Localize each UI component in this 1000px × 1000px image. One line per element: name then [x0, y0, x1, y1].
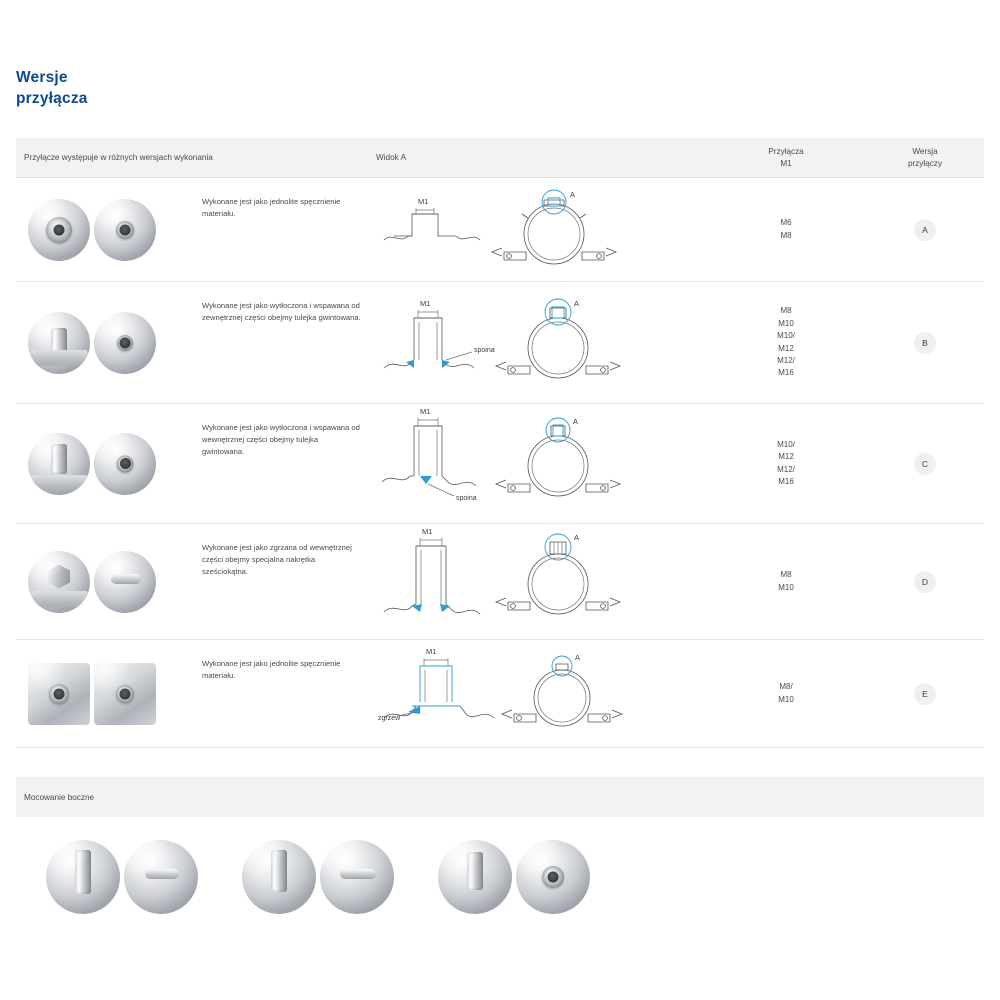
connections-cell — [706, 178, 866, 281]
product-photo — [94, 433, 156, 495]
version-cell — [866, 178, 984, 281]
page-title-line2: przyłącza — [16, 89, 88, 107]
drawing-svg — [376, 282, 706, 404]
connection-value: M10 — [778, 318, 794, 328]
dimension-m1: M1 — [420, 299, 431, 308]
connection-value: M10 — [778, 582, 794, 592]
dimension-m1: M1 — [420, 407, 431, 416]
connections-cell — [706, 404, 866, 523]
connection-value: M16 — [778, 476, 794, 486]
column-header-connections-line1: Przyłącza — [768, 147, 804, 157]
row-description: Wykonane jest jako zgrzana od wewnętrznej części obejmy specjalna nakrętka sześciokątna. — [202, 543, 352, 576]
connections-cell — [706, 282, 866, 403]
product-photo — [320, 840, 394, 914]
column-header-view-a: Widok A — [376, 153, 407, 162]
connection-value: M10 — [778, 694, 794, 704]
column-header-description: Przyłącze występuje w różnych wersjach wykonania — [24, 153, 213, 162]
product-photo — [46, 840, 120, 914]
version-badge: D — [914, 571, 936, 593]
connections-cell — [706, 640, 866, 747]
connection-value: M8 — [780, 306, 792, 316]
page-title — [16, 68, 88, 110]
product-photo — [28, 663, 90, 725]
product-photos-b — [16, 282, 196, 403]
connection-value: M12 — [778, 343, 794, 353]
table-header-row — [16, 138, 984, 178]
technical-drawing-c — [376, 404, 706, 523]
connection-value: M16 — [778, 368, 794, 378]
section-header-label: Mocowanie boczne — [24, 792, 95, 802]
weld-label: spoina — [474, 347, 495, 354]
connections-cell — [706, 524, 866, 639]
drawing-svg — [376, 178, 706, 282]
view-a-label: A — [575, 653, 581, 662]
connection-value: M12/ — [777, 355, 795, 365]
photo-pair — [242, 840, 394, 914]
weld-label: spoina — [456, 495, 477, 502]
version-badge: A — [914, 219, 936, 241]
weld-label: zgrzew — [378, 715, 401, 722]
product-photo — [516, 840, 590, 914]
product-photos-a — [16, 178, 196, 281]
table-row — [16, 178, 984, 282]
product-photo — [28, 433, 90, 495]
version-cell — [866, 404, 984, 523]
column-header-version-line1: Wersja — [912, 147, 938, 157]
view-a-label: A — [573, 417, 579, 426]
technical-drawing-a — [376, 178, 706, 281]
product-photo — [94, 551, 156, 613]
version-cell — [866, 282, 984, 403]
connection-value: M6 — [780, 218, 792, 228]
connection-value: M12 — [778, 452, 794, 462]
column-header-connections — [706, 146, 866, 169]
dimension-m1: M1 — [426, 647, 437, 656]
drawing-svg — [376, 524, 706, 640]
side-mounting-photos — [16, 822, 984, 932]
versions-table — [16, 138, 984, 748]
row-description: Wykonane jest jako jednolite spęcznienie materiału. — [202, 659, 341, 680]
table-row — [16, 282, 984, 404]
table-row — [16, 640, 984, 748]
connection-value: M8/ — [779, 682, 793, 692]
column-header-connections-line2: M1 — [780, 158, 792, 168]
photo-pair — [16, 840, 198, 914]
product-photos-e — [16, 640, 196, 747]
row-description: Wykonane jest jako wytłoczona i wspawana od zewnętrznej części obejmy tulejka gwintowana. — [202, 301, 361, 322]
product-photo — [124, 840, 198, 914]
product-photo — [94, 199, 156, 261]
connection-value: M12/ — [777, 464, 795, 474]
version-badge: C — [914, 453, 936, 475]
table-row — [16, 524, 984, 640]
product-photo — [28, 312, 90, 374]
product-photos-d — [16, 524, 196, 639]
product-photo — [28, 551, 90, 613]
photo-pair — [438, 840, 590, 914]
row-description: Wykonane jest jako jednolite spęcznienie materiału. — [202, 197, 341, 218]
version-cell — [866, 524, 984, 639]
drawing-svg — [376, 404, 706, 524]
connection-value: M8 — [780, 570, 792, 580]
product-photo — [438, 840, 512, 914]
view-a-label: A — [570, 190, 576, 199]
product-photo — [28, 199, 90, 261]
section-header-side-mounting — [16, 777, 984, 817]
technical-drawing-b — [376, 282, 706, 403]
dimension-m1: M1 — [418, 197, 429, 206]
product-photo — [242, 840, 316, 914]
connection-value: M8 — [780, 230, 792, 240]
technical-drawing-d — [376, 524, 706, 639]
row-description: Wykonane jest jako wytłoczona i wspawana od wewnętrznej części obejmy tulejka gwintowana. — [202, 423, 360, 456]
table-row — [16, 404, 984, 524]
version-badge: B — [914, 332, 936, 354]
view-a-label: A — [574, 533, 580, 542]
version-badge: E — [914, 683, 936, 705]
connection-value: M10/ — [777, 331, 795, 341]
version-cell — [866, 640, 984, 747]
product-photos-c — [16, 404, 196, 523]
dimension-m1: M1 — [422, 527, 433, 536]
view-a-label: A — [574, 299, 580, 308]
connection-value: M10/ — [777, 439, 795, 449]
product-photo — [94, 663, 156, 725]
column-header-version — [866, 146, 984, 169]
column-header-version-line2: przyłączy — [907, 158, 943, 168]
drawing-svg — [376, 640, 706, 748]
page-title-line1: Wersje — [16, 69, 68, 86]
technical-drawing-e — [376, 640, 706, 747]
product-photo — [94, 312, 156, 374]
